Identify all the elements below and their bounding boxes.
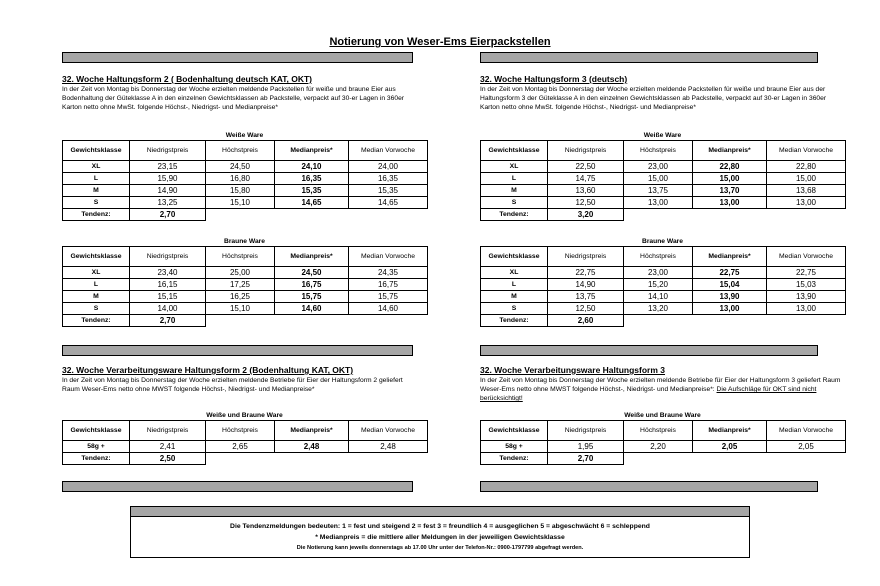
- cell-median-vorwoche: 22,75: [767, 267, 846, 279]
- section-description: In der Zeit von Montag bis Donnerstag der Woche erzielten meldende Betriebe für Eier der Haltungsform 2 geliefert Raum Weser-Ems netto ohne MWST folgende Höchst-, Niedrigst- und Medianpreise*: [62, 377, 403, 393]
- cell-medianpreis: 16,75: [275, 279, 349, 291]
- cell-niedrigstpreis: 14,90: [548, 279, 624, 291]
- table-caption: Braune Ware: [641, 238, 683, 245]
- col-header-median-vorwoche: Median Vorwoche: [767, 247, 846, 267]
- price-table-verarbeitung-hf3: [480, 411, 845, 465]
- cell-klasse: M: [63, 185, 130, 197]
- cell-medianpreis: 14,65: [275, 197, 349, 209]
- cell-median-vorwoche: 2,48: [349, 441, 428, 453]
- col-header-median-vorwoche: Median Vorwoche: [767, 141, 846, 161]
- col-header-medianpreis: Medianpreis*: [275, 421, 349, 441]
- table-row: [63, 303, 428, 315]
- cell-niedrigstpreis: 12,50: [548, 303, 624, 315]
- cell-hoechstpreis: 15,80: [206, 185, 275, 197]
- cell-hoechstpreis: 16,80: [206, 173, 275, 185]
- price-table: [62, 140, 428, 221]
- cell-hoechstpreis: 15,00: [624, 173, 693, 185]
- separator-bar: [480, 481, 818, 492]
- separator-bar: [480, 345, 818, 356]
- cell-niedrigstpreis: 15,15: [130, 291, 206, 303]
- cell-medianpreis: 15,75: [275, 291, 349, 303]
- cell-hoechstpreis: 13,00: [624, 197, 693, 209]
- table-caption: Braune Ware: [223, 238, 265, 245]
- table-row: [481, 303, 846, 315]
- col-header-medianpreis: Medianpreis*: [693, 141, 767, 161]
- footer-median-note: * Medianpreis = die mittlere aller Meldungen in der jeweiligen Gewichtsklasse: [315, 534, 565, 541]
- section-verarbeitung-hf2: [62, 365, 422, 394]
- section-description: In der Zeit von Montag bis Donnerstag der Woche erzielten meldende Packstellen für weiße und braune Eier aus der Haltungsform 3 der Güteklasse A in den einzelnen Gewichtsklassen ab Packstelle, verpackt auf 30-er Lagen in 360er Karton netto ohne MwSt. folgende Höchst-, Niedrigst- und Medianpreise*: [480, 86, 827, 111]
- cell-medianpreis: 2,48: [275, 441, 349, 453]
- table-header-row: [63, 141, 428, 161]
- cell-klasse: M: [63, 291, 130, 303]
- section-description: In der Zeit von Montag bis Donnerstag der Woche erzielten meldende Packstellen für weiße und braune Eier aus Bodenhaltung der Güteklasse A in den einzelnen Gewichtsklassen ab Packstelle, verpackt auf 30-er Lagen in 360er Karton netto ohne MwSt. folgende Höchst-, Niedrigst- und Medianpreise*: [62, 86, 405, 111]
- col-header-hoechstpreis: Höchstpreis: [206, 141, 275, 161]
- cell-klasse: S: [481, 197, 548, 209]
- tendenz-value: 3,20: [548, 209, 624, 221]
- tendenz-label: Tendenz:: [63, 453, 130, 465]
- section-description: In der Zeit von Montag bis Donnerstag der Woche erzielten meldende Betriebe für Eier der Haltungsform 3 geliefert Raum Weser-Ems netto ohne MWST folgende Höchst-, Niedrigst- und Medianpreise*: Die Aufschläge für OKT sind nicht berücksichtigt!: [480, 377, 841, 402]
- cell-median-vorwoche: 24,00: [349, 161, 428, 173]
- table-row: [63, 279, 428, 291]
- cell-niedrigstpreis: 14,90: [130, 185, 206, 197]
- cell-klasse: L: [63, 173, 130, 185]
- cell-klasse: 58g +: [481, 441, 548, 453]
- tendenz-row: [481, 209, 846, 221]
- cell-klasse: M: [481, 185, 548, 197]
- cell-median-vorwoche: 22,80: [767, 161, 846, 173]
- cell-klasse: L: [481, 279, 548, 291]
- col-header-gewichtsklasse: Gewichtsklasse: [63, 141, 130, 161]
- cell-niedrigstpreis: 12,50: [548, 197, 624, 209]
- table-caption: Weiße Ware: [643, 132, 682, 139]
- col-header-hoechstpreis: Höchstpreis: [206, 421, 275, 441]
- tendenz-value: 2,60: [548, 315, 624, 327]
- cell-median-vorwoche: 13,68: [767, 185, 846, 197]
- cell-median-vorwoche: 2,05: [767, 441, 846, 453]
- col-header-gewichtsklasse: Gewichtsklasse: [63, 421, 130, 441]
- col-header-median-vorwoche: Median Vorwoche: [767, 421, 846, 441]
- cell-median-vorwoche: 14,60: [349, 303, 428, 315]
- cell-medianpreis: 15,35: [275, 185, 349, 197]
- col-header-gewichtsklasse: Gewichtsklasse: [481, 247, 548, 267]
- col-header-gewichtsklasse: Gewichtsklasse: [481, 421, 548, 441]
- tendenz-row: [63, 209, 428, 221]
- tendenz-label: Tendenz:: [481, 209, 548, 221]
- table-row: [63, 267, 428, 279]
- cell-niedrigstpreis: 23,15: [130, 161, 206, 173]
- tendenz-value: 2,70: [130, 315, 206, 327]
- cell-median-vorwoche: 13,00: [767, 197, 846, 209]
- tendenz-label: Tendenz:: [63, 209, 130, 221]
- col-header-niedrigstpreis: Niedrigstpreis: [548, 247, 624, 267]
- cell-medianpreis: 13,00: [693, 303, 767, 315]
- cell-medianpreis: 14,60: [275, 303, 349, 315]
- cell-klasse: XL: [63, 161, 130, 173]
- section-heading: 32. Woche Haltungsform 3 (deutsch): [480, 74, 628, 84]
- section-heading: 32. Woche Verarbeitungsware Haltungsform 3: [480, 365, 666, 375]
- col-header-niedrigstpreis: Niedrigstpreis: [548, 421, 624, 441]
- price-table: [480, 246, 846, 327]
- cell-hoechstpreis: 15,20: [624, 279, 693, 291]
- cell-hoechstpreis: 2,65: [206, 441, 275, 453]
- cell-hoechstpreis: 15,10: [206, 197, 275, 209]
- cell-niedrigstpreis: 15,90: [130, 173, 206, 185]
- col-header-niedrigstpreis: Niedrigstpreis: [130, 247, 206, 267]
- cell-medianpreis: 16,35: [275, 173, 349, 185]
- price-table: [62, 420, 428, 465]
- tendenz-row: [481, 315, 846, 327]
- table-caption: Weiße und Braune Ware: [206, 412, 283, 419]
- cell-hoechstpreis: 23,00: [624, 267, 693, 279]
- cell-median-vorwoche: 16,75: [349, 279, 428, 291]
- col-header-hoechstpreis: Höchstpreis: [206, 247, 275, 267]
- cell-hoechstpreis: 2,20: [624, 441, 693, 453]
- price-table-hf2-weiss: [62, 131, 427, 221]
- cell-hoechstpreis: 24,50: [206, 161, 275, 173]
- cell-hoechstpreis: 17,25: [206, 279, 275, 291]
- table-row: [63, 441, 428, 453]
- cell-klasse: L: [481, 173, 548, 185]
- table-header-row: [481, 247, 846, 267]
- cell-median-vorwoche: 15,75: [349, 291, 428, 303]
- cell-median-vorwoche: 14,65: [349, 197, 428, 209]
- col-header-median-vorwoche: Median Vorwoche: [349, 141, 428, 161]
- cell-median-vorwoche: 24,35: [349, 267, 428, 279]
- cell-median-vorwoche: 13,00: [767, 303, 846, 315]
- footer-tendenz-legend: Die Tendenzmeldungen bedeuten: 1 = fest und steigend 2 = fest 3 = freundlich 4 = ausgeglichen 5 = abgeschwächt 6 = schleppend: [230, 523, 650, 530]
- cell-hoechstpreis: 14,10: [624, 291, 693, 303]
- tendenz-value: 2,70: [130, 209, 206, 221]
- section-heading: 32. Woche Verarbeitungsware Haltungsform 2 (Bodenhaltung KAT, OKT): [62, 365, 354, 375]
- footer-legend: [130, 506, 750, 558]
- price-table: [62, 246, 428, 327]
- col-header-medianpreis: Medianpreis*: [693, 421, 767, 441]
- table-row: [63, 291, 428, 303]
- col-header-niedrigstpreis: Niedrigstpreis: [130, 141, 206, 161]
- cell-median-vorwoche: 15,00: [767, 173, 846, 185]
- col-header-gewichtsklasse: Gewichtsklasse: [481, 141, 548, 161]
- cell-median-vorwoche: 15,03: [767, 279, 846, 291]
- cell-hoechstpreis: 13,20: [624, 303, 693, 315]
- section-hf2: [62, 74, 422, 112]
- cell-niedrigstpreis: 16,15: [130, 279, 206, 291]
- table-row: [63, 185, 428, 197]
- cell-niedrigstpreis: 13,25: [130, 197, 206, 209]
- cell-niedrigstpreis: 14,00: [130, 303, 206, 315]
- cell-niedrigstpreis: 22,50: [548, 161, 624, 173]
- cell-medianpreis: 15,00: [693, 173, 767, 185]
- price-table-hf3-braun: [480, 237, 845, 327]
- tendenz-label: Tendenz:: [63, 315, 130, 327]
- price-table-verarbeitung-hf2: [62, 411, 427, 465]
- cell-medianpreis: 24,10: [275, 161, 349, 173]
- cell-medianpreis: 13,90: [693, 291, 767, 303]
- cell-hoechstpreis: 16,25: [206, 291, 275, 303]
- tendenz-value: 2,50: [130, 453, 206, 465]
- footer-phone-note: Die Notierung kann jeweils donnerstags ab 17.00 Uhr unter der Telefon-Nr.: 0900-1797799 abgefragt werden.: [296, 545, 584, 551]
- page-title: Notierung von Weser-Ems Eierpackstellen: [329, 36, 551, 48]
- price-table-hf2-braun: [62, 237, 427, 327]
- price-table-hf3-weiss: [480, 131, 845, 221]
- cell-klasse: XL: [63, 267, 130, 279]
- cell-klasse: XL: [481, 267, 548, 279]
- tendenz-row: [63, 315, 428, 327]
- cell-medianpreis: 2,05: [693, 441, 767, 453]
- table-row: [63, 161, 428, 173]
- table-header-row: [63, 421, 428, 441]
- cell-hoechstpreis: 23,00: [624, 161, 693, 173]
- cell-medianpreis: 15,04: [693, 279, 767, 291]
- cell-medianpreis: 13,00: [693, 197, 767, 209]
- tendenz-row: [63, 453, 428, 465]
- table-row: [481, 267, 846, 279]
- cell-hoechstpreis: 25,00: [206, 267, 275, 279]
- table-row: [481, 291, 846, 303]
- cell-niedrigstpreis: 1,95: [548, 441, 624, 453]
- table-row: [63, 173, 428, 185]
- col-header-hoechstpreis: Höchstpreis: [624, 247, 693, 267]
- cell-klasse: M: [481, 291, 548, 303]
- table-header-row: [481, 141, 846, 161]
- col-header-hoechstpreis: Höchstpreis: [624, 421, 693, 441]
- tendenz-row: [481, 453, 846, 465]
- col-header-median-vorwoche: Median Vorwoche: [349, 421, 428, 441]
- table-row: [481, 173, 846, 185]
- col-header-medianpreis: Medianpreis*: [275, 141, 349, 161]
- price-table: [480, 420, 846, 465]
- table-header-row: [63, 247, 428, 267]
- table-row: [481, 161, 846, 173]
- separator-bar: [62, 52, 413, 63]
- col-header-median-vorwoche: Median Vorwoche: [349, 247, 428, 267]
- tendenz-label: Tendenz:: [481, 315, 548, 327]
- cell-hoechstpreis: 15,10: [206, 303, 275, 315]
- cell-klasse: L: [63, 279, 130, 291]
- tendenz-label: Tendenz:: [481, 453, 548, 465]
- cell-klasse: S: [63, 303, 130, 315]
- cell-medianpreis: 13,70: [693, 185, 767, 197]
- col-header-hoechstpreis: Höchstpreis: [624, 141, 693, 161]
- table-row: [481, 185, 846, 197]
- section-verarbeitung-hf3: [480, 365, 848, 403]
- tendenz-value: 2,70: [548, 453, 624, 465]
- cell-median-vorwoche: 13,90: [767, 291, 846, 303]
- col-header-niedrigstpreis: Niedrigstpreis: [548, 141, 624, 161]
- price-table: [480, 140, 846, 221]
- table-row: [481, 441, 846, 453]
- table-caption: Weiße und Braune Ware: [624, 412, 701, 419]
- cell-median-vorwoche: 16,35: [349, 173, 428, 185]
- cell-hoechstpreis: 13,75: [624, 185, 693, 197]
- cell-medianpreis: 22,75: [693, 267, 767, 279]
- section-hf3: [480, 74, 840, 112]
- separator-bar: [62, 481, 413, 492]
- cell-niedrigstpreis: 13,75: [548, 291, 624, 303]
- separator-bar: [62, 345, 413, 356]
- col-header-medianpreis: Medianpreis*: [693, 247, 767, 267]
- col-header-medianpreis: Medianpreis*: [275, 247, 349, 267]
- col-header-gewichtsklasse: Gewichtsklasse: [63, 247, 130, 267]
- cell-niedrigstpreis: 13,60: [548, 185, 624, 197]
- cell-klasse: S: [481, 303, 548, 315]
- cell-median-vorwoche: 15,35: [349, 185, 428, 197]
- table-header-row: [481, 421, 846, 441]
- separator-bar: [480, 52, 818, 63]
- cell-medianpreis: 22,80: [693, 161, 767, 173]
- cell-klasse: 58g +: [63, 441, 130, 453]
- footer-bar: [131, 507, 749, 517]
- table-caption: Weiße Ware: [225, 132, 264, 139]
- cell-niedrigstpreis: 2,41: [130, 441, 206, 453]
- cell-medianpreis: 24,50: [275, 267, 349, 279]
- cell-klasse: XL: [481, 161, 548, 173]
- cell-niedrigstpreis: 23,40: [130, 267, 206, 279]
- table-row: [481, 279, 846, 291]
- table-row: [481, 197, 846, 209]
- cell-niedrigstpreis: 22,75: [548, 267, 624, 279]
- cell-niedrigstpreis: 14,75: [548, 173, 624, 185]
- col-header-niedrigstpreis: Niedrigstpreis: [130, 421, 206, 441]
- table-row: [63, 197, 428, 209]
- section-heading: 32. Woche Haltungsform 2 ( Bodenhaltung deutsch KAT, OKT): [62, 74, 312, 84]
- cell-klasse: S: [63, 197, 130, 209]
